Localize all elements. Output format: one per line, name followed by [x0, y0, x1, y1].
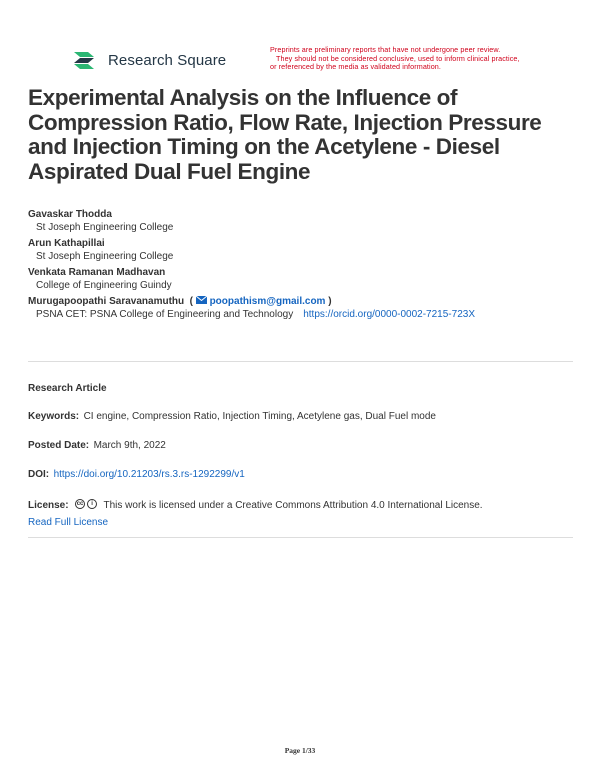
section-divider	[28, 361, 573, 362]
email-open-paren: (	[186, 296, 196, 307]
doi-row	[28, 466, 578, 481]
article-type	[28, 380, 578, 395]
disclaimer-line: Preprints are preliminary reports that have not undergone peer review.	[270, 45, 501, 54]
keywords-row	[28, 408, 578, 423]
email-link[interactable]: poopathism@gmail.com	[209, 296, 326, 307]
keywords-label: Keywords:	[28, 411, 80, 422]
creative-commons-icon: cc	[76, 500, 84, 507]
header	[74, 46, 554, 76]
paper-title: Experimental Analysis on the Influence of Compression Ratio, Flow Rate, Injection Pressure and Injection Timing on the Acetylene - Diesel Aspirated Dual Fuel Engine	[28, 85, 542, 184]
orcid-link[interactable]: https://orcid.org/0000-0002-7215-723X	[303, 309, 475, 320]
author-name: Venkata Ramanan Madhavan	[28, 267, 166, 278]
author-list	[28, 208, 588, 324]
license-link-row	[28, 514, 578, 529]
corresponding-author	[28, 295, 588, 308]
author-name: Arun Kathapillai	[28, 238, 105, 249]
research-square-logo-icon	[74, 50, 102, 70]
author-affiliation: St Joseph Engineering College	[36, 222, 174, 233]
posted-date-label: Posted Date:	[28, 440, 90, 451]
license-text: This work is licensed under a Creative Commons Attribution 4.0 International License.	[103, 500, 483, 511]
posted-date-value: March 9th, 2022	[93, 440, 166, 451]
author-affiliation: College of Engineering Guindy	[36, 280, 172, 291]
article-type-label: Research Article	[28, 383, 107, 394]
logo-text-research: Research	[108, 51, 173, 69]
page-number: Page 1/33	[284, 746, 316, 755]
disclaimer-line: or referenced by the media as validated information.	[270, 62, 442, 72]
logo-text-square: Square	[177, 51, 227, 69]
cc-icons	[75, 499, 97, 509]
license-label: License:	[28, 500, 69, 511]
doi-label: DOI:	[28, 469, 50, 480]
logo-text	[108, 52, 226, 69]
section-divider	[28, 537, 573, 538]
author-name: Murugapoopathi Saravanamuthu	[28, 296, 185, 307]
doi-link[interactable]: https://doi.org/10.21203/rs.3.rs-1292299/v1	[53, 469, 245, 480]
disclaimer-line: They should not be considered conclusive, used to inform clinical practice,	[276, 53, 520, 63]
attribution-icon: i	[87, 499, 97, 509]
envelope-icon	[196, 296, 207, 304]
research-square-logo[interactable]	[74, 50, 226, 70]
posted-date-row	[28, 437, 578, 452]
read-full-license-link[interactable]: Read Full License	[28, 517, 109, 528]
keywords-value: CI engine, Compression Ratio, Injection Timing, Acetylene gas, Dual Fuel mode	[83, 411, 436, 422]
author-affiliation: PSNA CET: PSNA College of Engineering and Technology	[36, 309, 294, 320]
preprint-disclaimer	[270, 46, 560, 72]
author-name: Gavaskar Thodda	[28, 209, 112, 220]
email-close-paren: )	[328, 296, 332, 307]
author-affiliation: St Joseph Engineering College	[36, 251, 174, 262]
license-row	[28, 497, 578, 512]
author-affiliation-row	[28, 308, 588, 324]
